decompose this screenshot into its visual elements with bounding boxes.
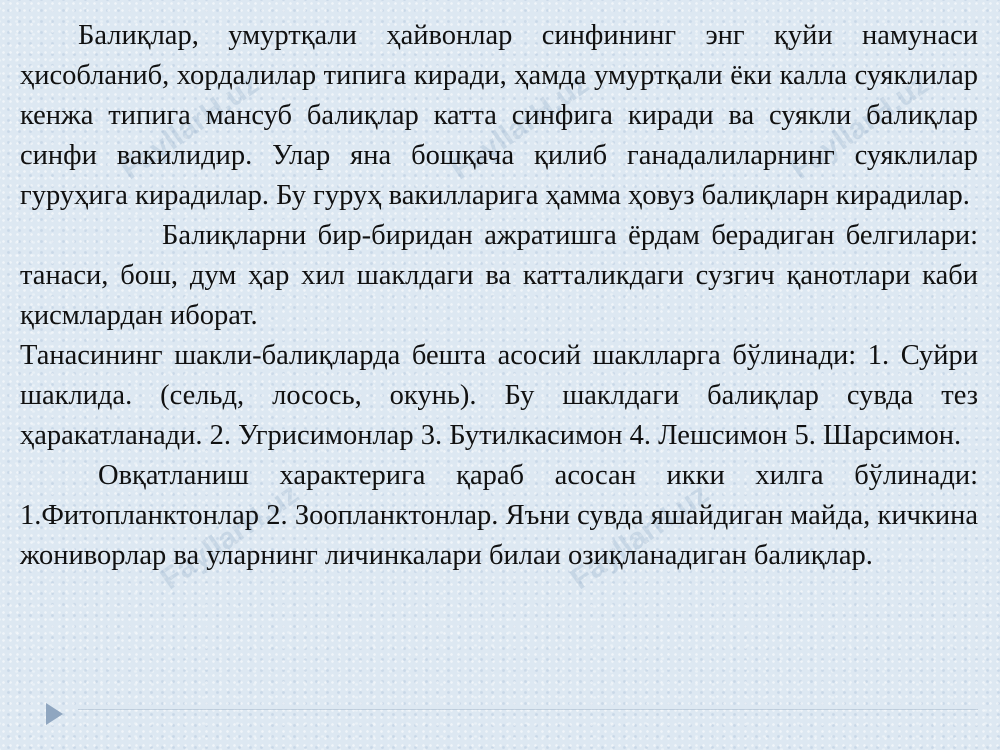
next-slide-triangle-right-icon[interactable] xyxy=(46,703,63,725)
watermark: FayllarH.uz xyxy=(154,477,305,597)
paragraph-body-shapes: Танасининг шакли-балиқларда бешта асосий шаклларга бўлинади: 1. Суйри шаклида. (сельд, лосось, окунь). Бу шаклдаги балиқлар сувда тез ҳаракатланади. 2. Угрисимонлар 3. Бутилкасимон 4. Лешсимон 5. Шарсимон. xyxy=(20,340,978,451)
footer-divider xyxy=(78,709,978,710)
paragraph-feeding-types: Овқатланиш характерига қараб асосан икки хилга бўлинади: 1.Фитопланктонлар 2. Зоопланктонлар. Яъни сувда яшайдиган майда, кичкина жониворлар ва уларнинг личинкалари билаи озиқланадиган балиқлар. xyxy=(20,460,978,571)
watermark: FayllarH.uz xyxy=(114,67,265,187)
watermark: FayllarH.uz xyxy=(444,67,595,187)
watermark: FayllarH.uz xyxy=(784,67,935,187)
paragraph-fish-classification: Балиқлар, умуртқали ҳайвонлар синфининг энг қуйи намунаси ҳисобланиб, хордалилар типига киради, ҳамда умуртқали ёки калла суяклилар кенжа типига мансуб балиқлар катта синфига киради ва суякли балиқлар синфи вакилидир. Улар яна бошқача қилиб ганадалиларнинг суяклилар гуруҳига кирадилар. Бу гуруҳ вакилларига ҳамма ҳовуз балиқларн кирадилар. xyxy=(20,20,978,211)
paragraph-fish-features: Балиқларни бир-биридан ажратишга ёрдам берадиган белгилари: танаси, бош, дум ҳар хил шаклдаги ва катталикдаги сузгич қанотлари каби қисмлардан иборат. xyxy=(20,220,978,331)
slide-text-body xyxy=(20,16,978,576)
watermark: FayllarH.uz xyxy=(564,477,715,597)
